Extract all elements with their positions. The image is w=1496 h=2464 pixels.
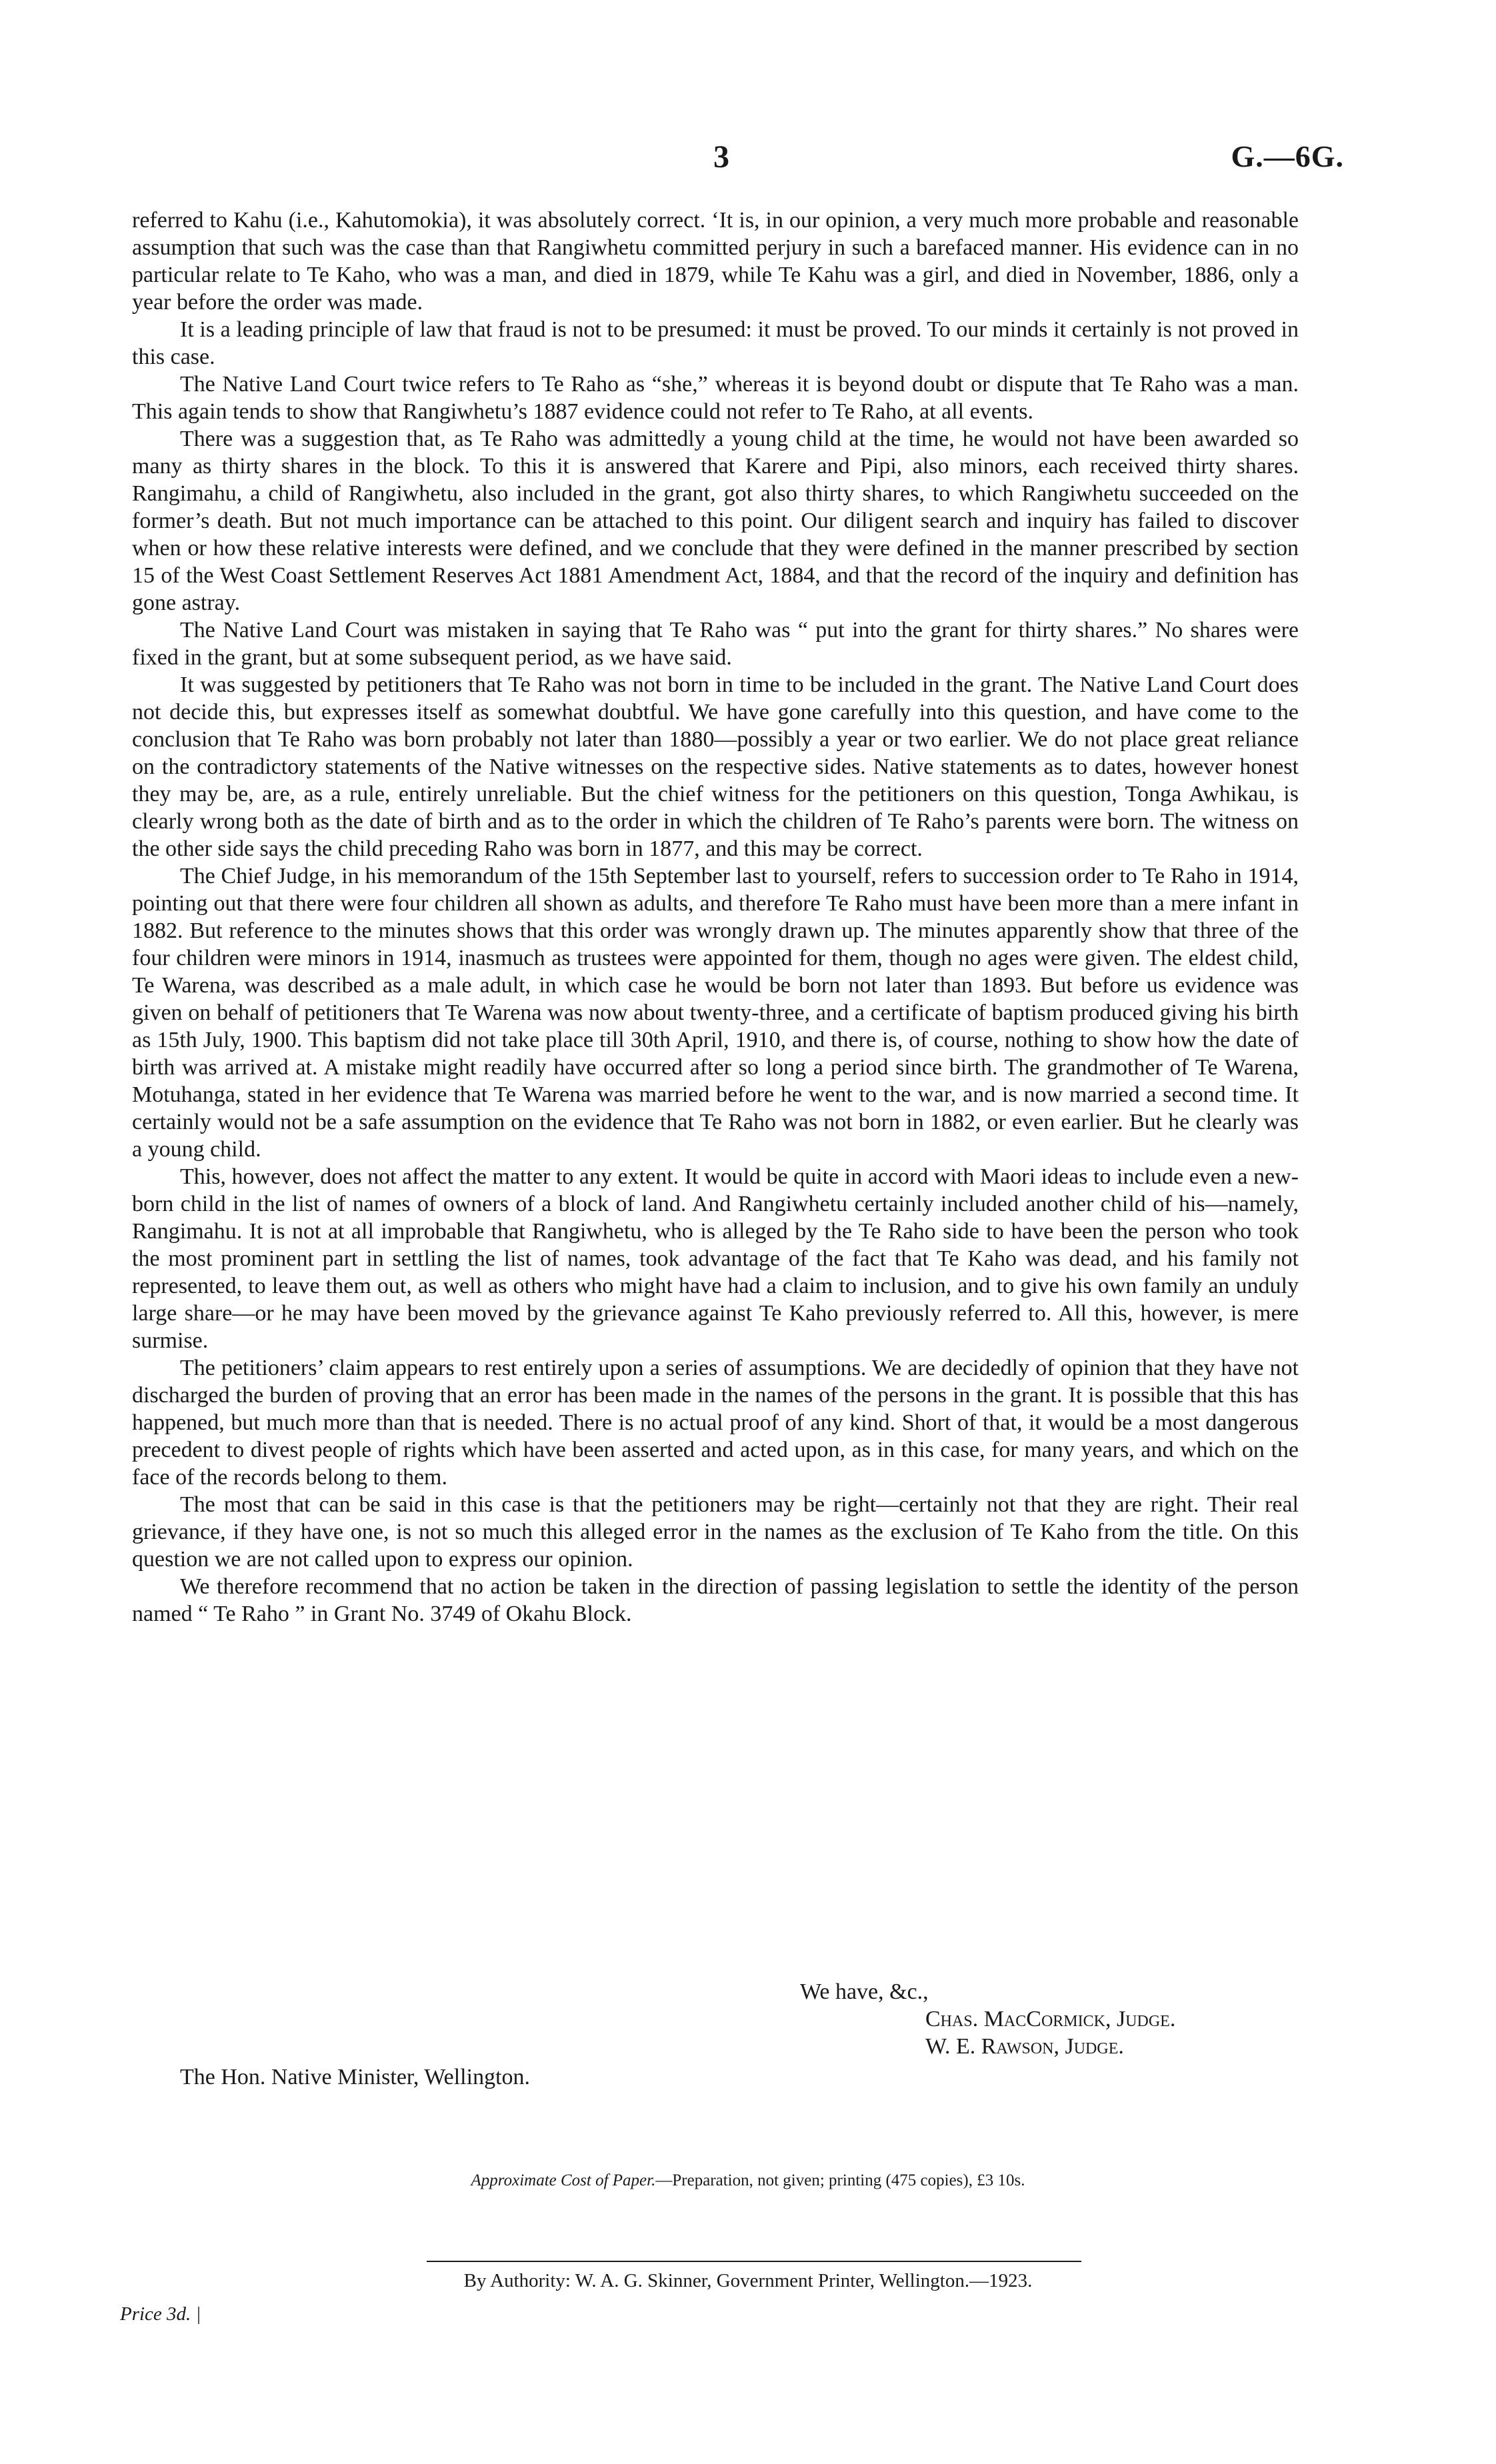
signatory-maccormick: Chas. MacCormick, Judge.: [925, 2007, 1176, 2031]
page-number: 3: [713, 139, 729, 175]
paragraph: The Chief Judge, in his memorandum of the 15th September last to yourself, refers to succession order to Te Raho in 1914, pointing out that there were four children all shown as adults, and therefore Te Raho must have been more than a mere infant in 1882. But reference to the minutes shows that this order was wrongly drawn up. The minutes apparently show that three of the four children were minors in 1914, inasmuch as trustees were appointed for them, though no ages were given. The eldest child, Te Warena, was described as a male adult, in which case he would be born not later than 1893. But before us evidence was given on behalf of petitioners that Te Warena was now about twenty-three, and a certificate of baptism produced giving his birth as 15th July, 1900. This baptism did not take place till 30th April, 1910, and there is, of course, nothing to show how the date of birth was arrived at. A mistake might readily have occurred after so long a period since birth. The grandmother of Te Warena, Motuhanga, stated in her evidence that Te Warena was married before he went to the war, and is now married a second time. It certainly would not be a safe assumption on the evidence that Te Raho was not born in 1882, or even earlier. But he clearly was a young child.: [132, 864, 1299, 1162]
paragraph: The Native Land Court was mistaken in saying that Te Raho was “ put into the grant for thirty shares.” No shares were fixed in the grant, but at some subsequent period, as we have said.: [132, 618, 1299, 670]
body-text: [132, 207, 1299, 1628]
paragraph: It was suggested by petitioners that Te Raho was not born in time to be included in the grant. The Native Land Court does not decide this, but expresses itself as somewhat doubtful. We have gone carefully into this question, and have come to the conclusion that Te Raho was born probably not later than 1880—possibly a year or two earlier. We do not place great reliance on the contradictory statements of the Native witnesses on the respective sides. Native statements as to dates, however honest they may be, are, as a rule, entirely unreliable. But the chief witness for the petitioners on this question, Tonga Awhikau, is clearly wrong both as the date of birth and as to the order in which the children of Te Raho’s parents were born. The witness on the other side says the child preceding Raho was born in 1877, and this may be correct.: [132, 672, 1299, 861]
addressee: The Hon. Native Minister, Wellington.: [180, 2065, 531, 2089]
paragraph: The Native Land Court twice refers to Te Raho as “she,” whereas it is beyond doubt or dispute that Te Raho was a man. This again tends to show that Rangiwhetu’s 1887 evidence could not refer to Te Raho, at all events.: [132, 372, 1299, 424]
paper-code: G.—6G.: [1231, 139, 1344, 173]
paragraph: There was a suggestion that, as Te Raho was admittedly a young child at the time, he would not have been awarded so many as thirty shares in the block. To this it is answered that Karere and Pipi, also minors, each received thirty shares. Rangimahu, a child of Rangiwhetu, also included in the grant, got also thirty shares, to which Rangiwhetu succeeded on the former’s death. But not much importance can be attached to this point. Our diligent search and inquiry has failed to discover when or how these relative interests were defined, and we conclude that they were defined in the manner prescribed by section 15 of the West Coast Settlement Reserves Act 1881 Amendment Act, 1884, and that the record of the inquiry and definition has gone astray.: [132, 427, 1299, 615]
printer-authority: By Authority: W. A. G. Skinner, Government Printer, Wellington.—1923.: [463, 2270, 1033, 2291]
cost-of-paper: [0, 2171, 1496, 2190]
signoff: [800, 1978, 1175, 2060]
paragraph: referred to Kahu (i.e., Kahutomokia), it was absolutely correct. ‘It is, in our opinion, a very much more probable and reasonable assumption that such was the case than that Rangiwhetu committed perjury in such a barefaced manner. His evidence can in no particular relate to Te Kaho, who was a man, and died in 1879, while Te Kahu was a girl, and died in November, 1886, only a year before the order was made.: [132, 208, 1299, 315]
paragraph: The petitioners’ claim appears to rest entirely upon a series of assumptions. We are decidedly of opinion that they have not discharged the burden of proving that an error has been made in the names of the persons in the grant. It is possible that this has happened, but much more than that is needed. There is no actual proof of any kind. Short of that, it would be a most dangerous precedent to divest people of rights which have been asserted and acted upon, as in this case, for many years, and which on the face of the records belong to them.: [132, 1356, 1299, 1490]
paragraph: The most that can be said in this case is that the petitioners may be right—certainly not that they are right. Their real grievance, if they have one, is not so much this alleged error in the names as the exclusion of Te Kaho from the title. On this question we are not called upon to express our opinion.: [132, 1492, 1299, 1572]
footer-rule: [427, 2261, 1081, 2262]
signoff-greeting: We have, &c.,: [800, 1979, 929, 2004]
paragraph: This, however, does not affect the matter to any extent. It would be quite in accord with Maori ideas to include even a new-born child in the list of names of owners of a block of land. And Rangiwhetu certainly included another child of his—namely, Rangimahu. It is not at all improbable that Rangiwhetu, who is alleged by the Te Raho side to have been the person who took the most prominent part in settling the list of names, took advantage of the fact that Te Kaho was dead, and his family not represented, to leave them out, as well as others who might have had a claim to inclusion, and to give his own family an unduly large share—or he may have been moved by the grievance against Te Kaho previously referred to. All this, however, is mere surmise.: [132, 1164, 1299, 1353]
cost-label: Approximate Cost of Paper.: [471, 2171, 656, 2189]
price: Price 3d. |: [120, 2303, 201, 2325]
signatory-rawson: W. E. Rawson, Judge.: [925, 2034, 1124, 2059]
paragraph: We therefore recommend that no action be taken in the direction of passing legislation to settle the identity of the person named “ Te Raho ” in Grant No. 3749 of Okahu Block.: [132, 1574, 1299, 1626]
cost-details: —Preparation, not given; printing (475 copies), £3 10s.: [655, 2171, 1025, 2189]
paragraph: It is a leading principle of law that fraud is not to be presumed: it must be proved. To our minds it certainly is not proved in this case.: [132, 317, 1299, 369]
